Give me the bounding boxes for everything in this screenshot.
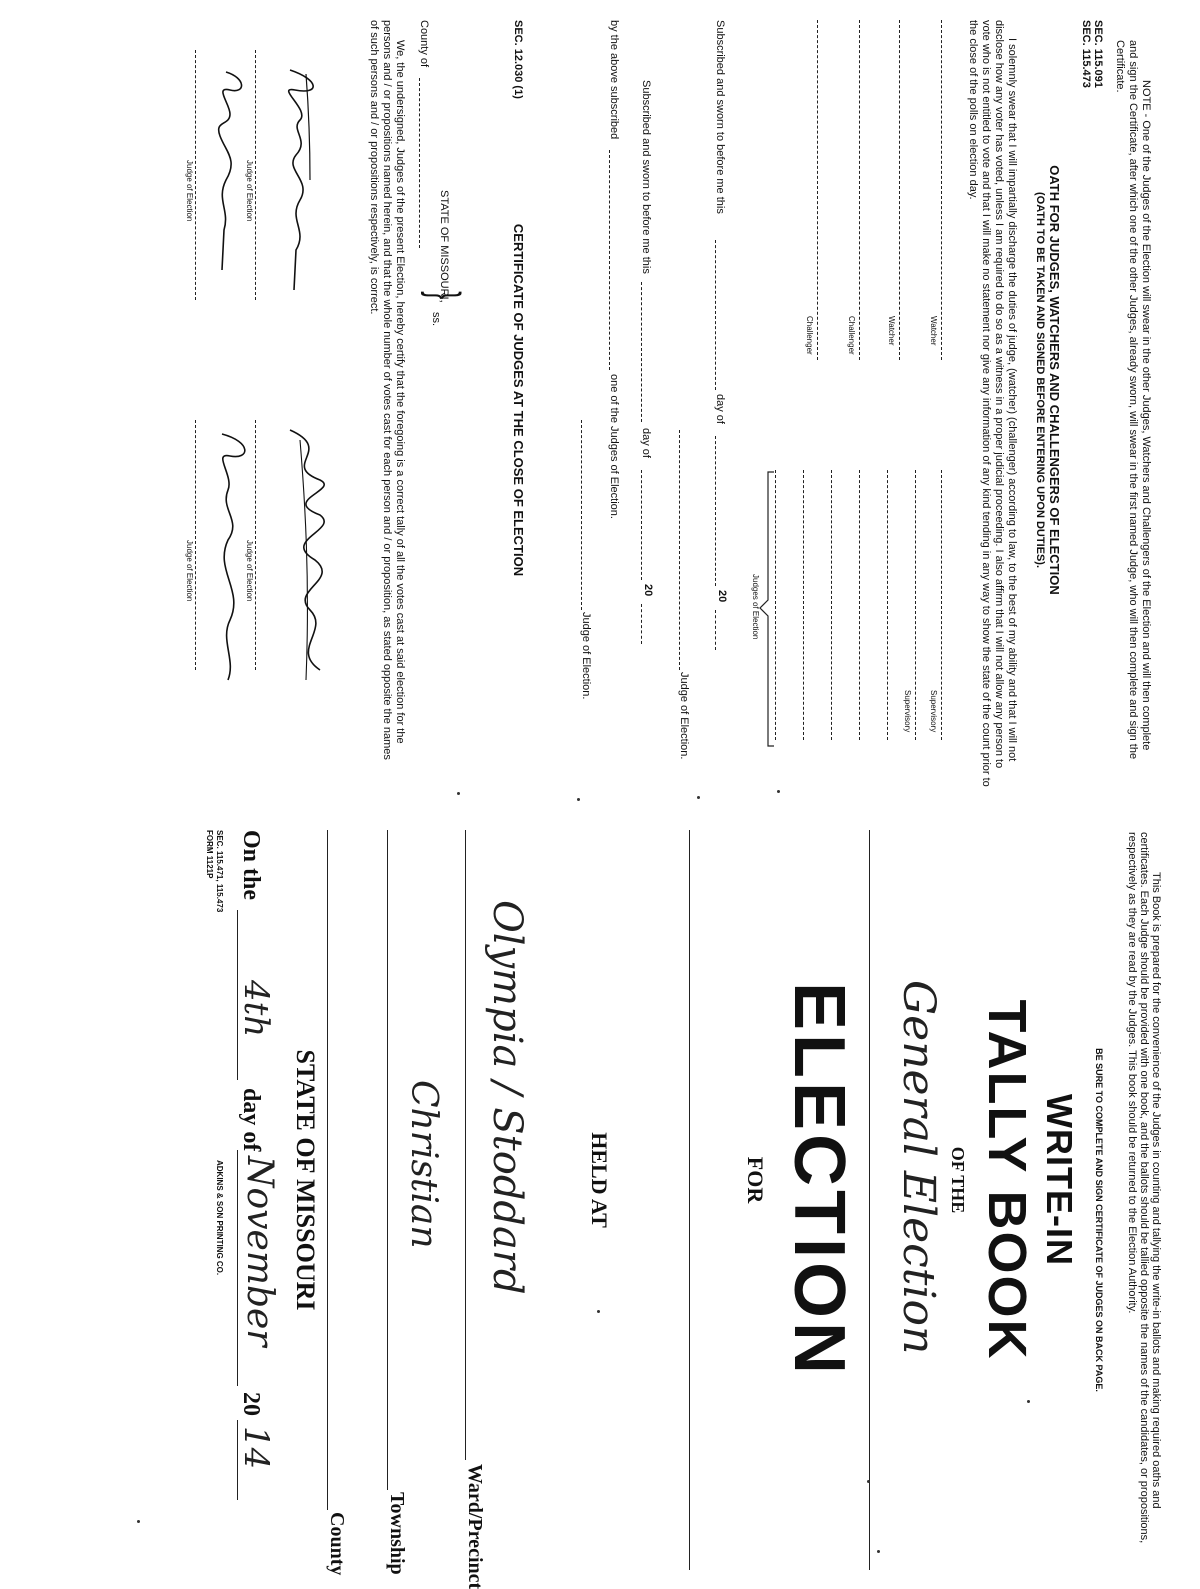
county-line bbox=[419, 78, 420, 248]
oath-subtitle: (OATH TO BE TAKEN AND SIGNED BEFORE ENTERING UPON DUTIES). bbox=[1034, 191, 1046, 569]
county-line bbox=[327, 830, 328, 1510]
ward-precinct-label: Ward/Precinct bbox=[464, 1464, 486, 1589]
cert-section: SEC. 12.030 (1) bbox=[512, 20, 524, 99]
precinct-value: Olympia / Stoddard bbox=[484, 900, 530, 1295]
subscribed-text: Subscribed and sworn to before me this bbox=[640, 80, 652, 274]
judge-signature-line bbox=[941, 470, 942, 740]
watcher-label: Watcher bbox=[929, 316, 938, 346]
month-line bbox=[641, 470, 642, 580]
supervisory-label: Supervisory bbox=[903, 690, 912, 733]
section-number: SEC. 115.473 bbox=[1080, 20, 1092, 88]
election-name: General Election bbox=[893, 980, 944, 1355]
county-label: County bbox=[326, 1512, 348, 1576]
judge-signature-line bbox=[887, 470, 888, 740]
certificate-title: CERTIFICATE OF JUDGES AT THE CLOSE OF ELECTION bbox=[511, 223, 526, 577]
year-line bbox=[715, 610, 716, 650]
section-number: SEC. 115.091 bbox=[1092, 20, 1104, 88]
date-line bbox=[715, 240, 716, 390]
note-paragraph: NOTE - One of the Judges of the Election will swear in the other Judges, Watchers and Challengers of the Election and will then complete and sign the Certificate, after which one of the other Judges, already sworn, will swear in the first named Judge, who will then complete and sign the Certificate. bbox=[1114, 40, 1152, 760]
title-tally-book: TALLY BOOK bbox=[977, 999, 1037, 1361]
ss-label: ss. bbox=[430, 312, 442, 327]
judge-signature-line bbox=[915, 470, 916, 740]
county-label: County of bbox=[418, 20, 430, 68]
day-of-text: day of bbox=[714, 394, 726, 424]
signature-line bbox=[195, 50, 196, 300]
scan-speck bbox=[777, 790, 780, 793]
intro-paragraph: This Book is prepared for the convenience of the Judges in counting and tallying the write-in ballots and making required oaths and certificates. Each Judge should be provided with one book, and the ballots should be tallied opposite the names of the candidates, or propositions, respectively as they are read by the Judges. This book should be returned to the Election Authority. bbox=[1126, 832, 1162, 1544]
election-heading: ELECTION bbox=[779, 981, 859, 1378]
scan-speck bbox=[577, 798, 580, 801]
year-prefix: 20 bbox=[642, 584, 654, 597]
judge-signature-line bbox=[831, 470, 832, 740]
oath-text: I solemnly swear that I will impartially discharge the duties of judge, (watcher) (challenger) according to law, to the best of my ability and that I will not disclose how any voter has voted, unless I am required to do so as a witness in a proper judicial proceeding. I also affirm that I will not allow any person to vote who is not entitled to vote and that I will make no statement nor give any information of any kind tending in any way to show the state of the count prior to the close of the polls on election day. bbox=[967, 20, 1018, 787]
form-section: SEC. 115.471, 115.473 bbox=[215, 830, 224, 913]
judge-label: Judge of Election bbox=[245, 160, 254, 222]
judge-label: Judge of Election bbox=[245, 540, 254, 602]
supervisory-label: Supervisory bbox=[929, 690, 938, 733]
subscribed-by-text: by the above subscribed bbox=[608, 20, 620, 140]
scan-speck bbox=[137, 1520, 140, 1523]
day-of-text: day of bbox=[640, 428, 652, 458]
form-number: FORM 1121P bbox=[205, 830, 214, 879]
for-label: FOR bbox=[743, 1156, 768, 1204]
judge-of-election-label: Judge of Election. bbox=[678, 672, 690, 760]
scan-speck bbox=[867, 1480, 870, 1483]
signature-line bbox=[941, 20, 942, 360]
one-of-judges-text: one of the Judges of Election. bbox=[608, 374, 620, 519]
year-line bbox=[641, 604, 642, 644]
month-value: November bbox=[239, 1156, 280, 1347]
judge-signature-4 bbox=[192, 420, 262, 700]
judge-line bbox=[581, 420, 582, 610]
printer-name: ADKINS & SON PRINTING CO. bbox=[215, 1160, 224, 1276]
state-heading: STATE OF MISSOURI bbox=[291, 1049, 320, 1311]
challenger-label: Challenger bbox=[805, 316, 814, 355]
signature-line bbox=[899, 20, 900, 360]
judge-label: Judge of Election bbox=[185, 540, 194, 602]
judge-signature-line bbox=[803, 470, 804, 740]
signature-line bbox=[817, 20, 818, 360]
judge-label: Judge of Election bbox=[185, 160, 194, 222]
year-prefix: 20 bbox=[716, 590, 728, 603]
challenger-label: Challenger bbox=[847, 316, 856, 355]
watcher-label: Watcher bbox=[887, 316, 896, 346]
township-label: Township bbox=[386, 1492, 408, 1575]
judge-signature-1 bbox=[260, 60, 330, 320]
year-line bbox=[237, 1420, 238, 1500]
signature-line bbox=[195, 420, 196, 670]
scan-speck bbox=[1027, 1400, 1030, 1403]
judge-signature-line bbox=[859, 470, 860, 740]
day-line bbox=[237, 910, 238, 1080]
on-the-label: On the bbox=[238, 830, 264, 901]
month-line bbox=[237, 1150, 238, 1386]
judge-of-election-label: Judge of Election. bbox=[580, 612, 592, 700]
year-value: 14 bbox=[236, 1426, 276, 1470]
of-the-label: OF THE bbox=[948, 1146, 968, 1214]
township-value: Christian bbox=[403, 1080, 444, 1249]
judge-line bbox=[679, 430, 680, 670]
held-at-label: HELD AT bbox=[587, 1132, 612, 1228]
judges-label: Judges of Election bbox=[751, 574, 760, 640]
scan-speck bbox=[597, 1310, 600, 1313]
township-line bbox=[387, 830, 388, 1490]
scan-speck bbox=[697, 796, 700, 799]
election-name-line bbox=[869, 830, 870, 1570]
certificate-text: We, the undersigned, Judges of the present Election, hereby certify that the foregoing is a correct tally of all the votes cast at said election for the persons and / or propositions named herein, and that the whole number of votes cast for each person and / or proposition, as stated opposite the names of such persons and / or propositions respectively, is correct. bbox=[368, 20, 406, 760]
brace-glyph: } bbox=[420, 291, 469, 300]
date-line bbox=[641, 282, 642, 422]
name-line bbox=[609, 150, 610, 370]
reminder-text: BE SURE TO COMPLETE AND SIGN CERTIFICATE OF JUDGES ON BACK PAGE. bbox=[1094, 1048, 1104, 1392]
precinct-line bbox=[465, 830, 466, 1460]
day-of-label: day of bbox=[238, 1088, 264, 1152]
state-label: STATE OF MISSOURI, bbox=[438, 190, 450, 303]
judge-signature-2 bbox=[200, 60, 260, 320]
title-write-in: WRITE-IN bbox=[1039, 1094, 1080, 1266]
scan-speck bbox=[457, 792, 460, 795]
signature-line bbox=[859, 20, 860, 360]
for-line bbox=[689, 830, 690, 1570]
oath-title: OATH FOR JUDGES, WATCHERS AND CHALLENGERS OF ELECTION bbox=[1047, 165, 1062, 595]
scan-speck bbox=[877, 1550, 880, 1553]
year-prefix: 20 bbox=[238, 1392, 264, 1416]
month-line bbox=[715, 436, 716, 586]
day-value: 4th bbox=[236, 980, 276, 1038]
subscribed-text: Subscribed and sworn to before me this bbox=[714, 20, 726, 214]
judge-signature-3 bbox=[260, 420, 340, 700]
